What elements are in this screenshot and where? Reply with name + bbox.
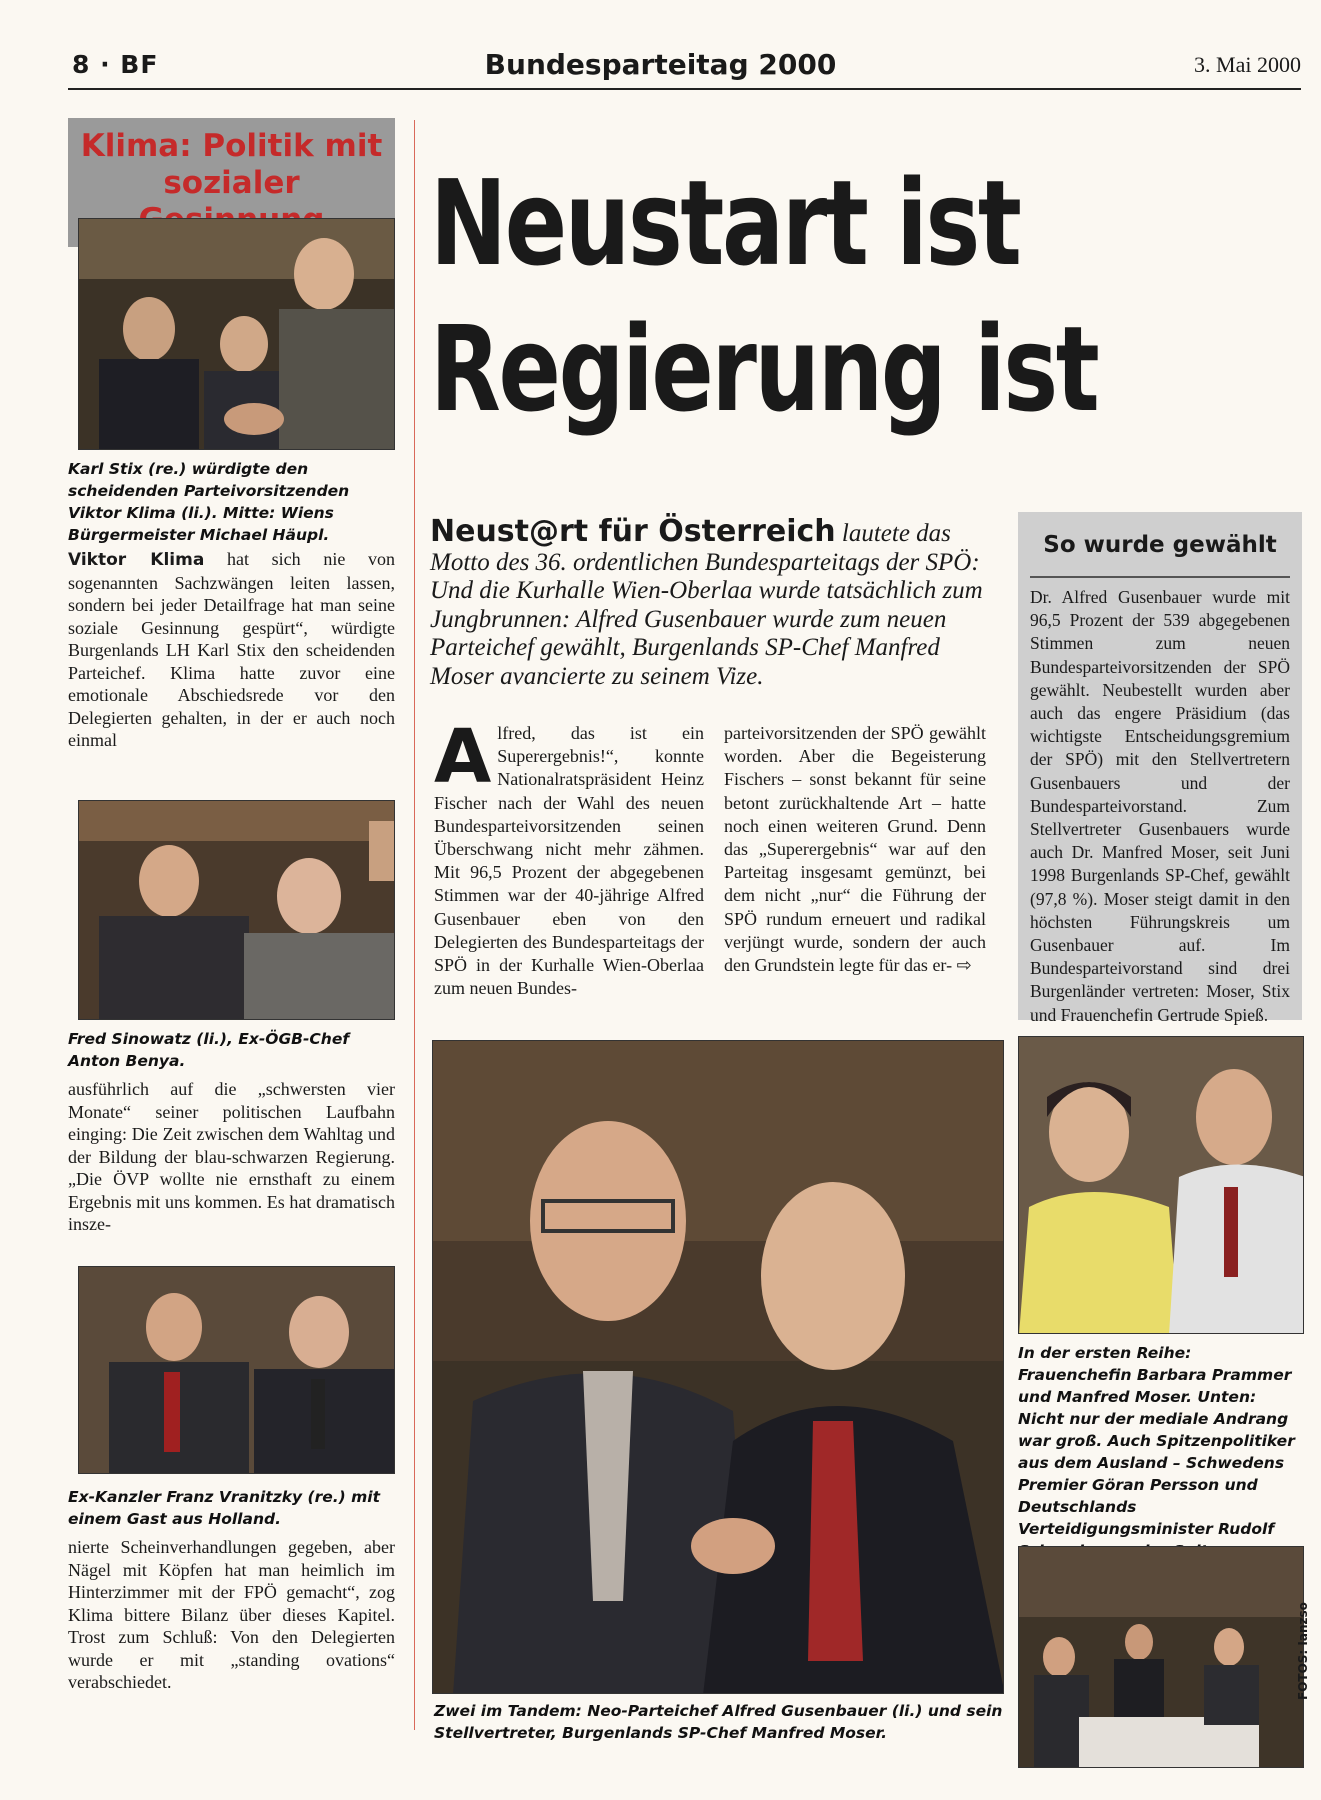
sidebar-text-2: ausführlich auf die „schwersten vier Monate“ seiner politischen Laufbahn einging: Die Zeit zwischen dem Wahltag und der Bildung der blau-schwarzen Regierung. „Die ÖVP wollte nie ernsthaft zu einem Ergebnis mit uns kommen. Es hat dramatisch insze- — [68, 1079, 395, 1234]
main-photo-caption: Zwei im Tandem: Neo-Parteichef Alfred Gusenbauer (li.) und sein Stellvertreter, Burgenlands SP-Chef Manfred Moser. — [434, 1702, 1003, 1742]
sidebar-title-line2: sozialer — [163, 165, 300, 201]
issue-date: 3. Mai 2000 — [1194, 52, 1301, 77]
photo-caption-3: Ex-Kanzler Franz Vranitzky (re.) mit einem Gast aus Holland. — [68, 1488, 381, 1528]
sidebar-lead-name: Viktor Klima — [68, 550, 205, 570]
photo-credit: FOTOS: Ianzso — [1296, 1602, 1310, 1700]
article-column-2 — [724, 722, 986, 977]
photo-stix-klima — [78, 218, 395, 450]
info-box-text: Dr. Alfred Gusenbauer wurde mit 96,5 Prozent der 539 abgegebenen Stimmen zum neuen Bundesparteivorsitzenden der SPÖ gewählt. Neubestellt wurden aber auch das engere Präsidium (das wichtigste Entscheidungsgremium der SPÖ) mit den Stellvertretern Gusenbauers und der Bundesparteivorstand. Zum Stellvertreter Gusenbauers wurde auch Dr. Manfred Moser, seit Juni 1998 Burgenlands SP-Chef, gewählt (97,8 %). Moser steigt damit in den höchsten Führungskreis um Gusenbauer auf. Im Bundesparteivorstand sind drei Burgenländer vertreten: Moser, Stix und Frauenchefin Gertrude Spieß. — [1030, 587, 1290, 1025]
photo-media-crowd — [1018, 1546, 1304, 1768]
sidebar-text-1 — [68, 548, 395, 752]
info-box-wahl — [1018, 512, 1302, 1025]
continue-arrow-icon: ⇨ — [956, 955, 972, 976]
sidebar-text-1-body: hat sich nie von sogenannten Sachzwängen leiten lassen, sondern bei jeder Detailfrage hat man seine soziale Gesinnung gespürt“, würdigte Burgenlands LH Karl Stix den scheidenden Parteichef. Klima hatte zuvor eine emotionale Abschiedsrede vor den Delegierten gehalten, in der er auch noch einmal — [68, 549, 395, 750]
photo-sinowatz-benya — [78, 800, 395, 1020]
info-box-title: So wurde gewählt — [1043, 532, 1277, 558]
article-column-2-text: parteivorsitzenden der SPÖ gewählt worden. Aber die Begeisterung Fischers – sonst bekannt für seine betont zurückhaltende Art – hatte noch einen weiteren Grund. Denn das „Superergebnis“ war auf den Parteitag insgesamt gemünzt, bei dem nicht „nur“ die Führung der SPÖ rundum erneuert und radikal verjüngt wurde, sondern der auch den Grundstein legte für das er- — [724, 723, 986, 976]
deck-text: lautete das Motto des 36. ordentlichen Bundesparteitags der SPÖ: Und die Kurhalle Wien-Oberlaa wurde tatsächlich zum Jungbrunnen: Alfred Gusenbauer wurde zum neuen Parteichef gewählt, Burgenlands SP-Chef Manfred Moser avancierte zu seinem Vize. — [430, 520, 983, 690]
sidebar-title-line1: Klima: Politik mit — [80, 128, 383, 164]
header-rule — [68, 88, 1301, 90]
article-column-1 — [434, 714, 704, 1000]
article-deck — [430, 514, 986, 691]
sidebar-text-3: nierte Scheinverhandlungen gegeben, aber Nägel mit Köpfen hat man heimlich im Hinterzimmer mit der FPÖ gemacht“, zog Klima bittere Bilanz über dieses Kapitel. Trost zum Schluß: Von den Delegierten wurde er mit „standing ovations“ verabschiedet. — [68, 1537, 395, 1692]
main-headline — [430, 150, 1125, 442]
section-title: Bundesparteitag 2000 — [484, 48, 837, 81]
photo-prammer-moser — [1018, 1036, 1304, 1334]
sidebar-klima — [68, 118, 395, 1770]
info-box-rule — [1030, 576, 1290, 578]
drop-cap: A — [434, 714, 492, 800]
deck-lead: Neust@rt für Österreich — [430, 514, 836, 549]
photo-gusenbauer-moser — [432, 1040, 1004, 1694]
page-number-label: 8 · BF — [72, 50, 159, 79]
column-rule — [414, 120, 415, 1730]
article-column-1-text: lfred, das ist ein Superergebnis!“, konnte Nationalratspräsident Heinz Fischer nach der Wahl des neuen Bundesparteivorsitzenden seinen Überschwang nicht mehr zähmen. Mit 96,5 Prozent der abgegebenen Stimmen war der 40-jährige Alfred Gusenbauer eben von den Delegierten des Bundesparteitags der SPÖ in der Kurhalle Wien-Oberlaa zum neuen Bundes- — [434, 723, 704, 999]
photo-caption-1: Karl Stix (re.) würdigte den scheidenden Parteivorsitzenden Viktor Klima (li.). Mitte: Wiens Bürgermeister Michael Häupl. — [68, 460, 350, 544]
right-photo-caption: In der ersten Reihe: Frauenchefin Barbara Prammer und Manfred Moser. Unten: Nicht nur der mediale Andrang war groß. Auch Spitzenpolitiker aus dem Ausland – Schwedens Premier Göran Persson und Deutschlands Verteidigungsminister Rudolf — [1018, 1344, 1295, 1538]
photo-vranitzky — [78, 1266, 395, 1474]
photo-caption-2: Fred Sinowatz (li.), Ex-ÖGB-Chef Anton Benya. — [68, 1030, 350, 1070]
headline-line1: Neustart ist — [430, 154, 1020, 292]
headline-line2: Regierung ist — [430, 300, 1098, 438]
